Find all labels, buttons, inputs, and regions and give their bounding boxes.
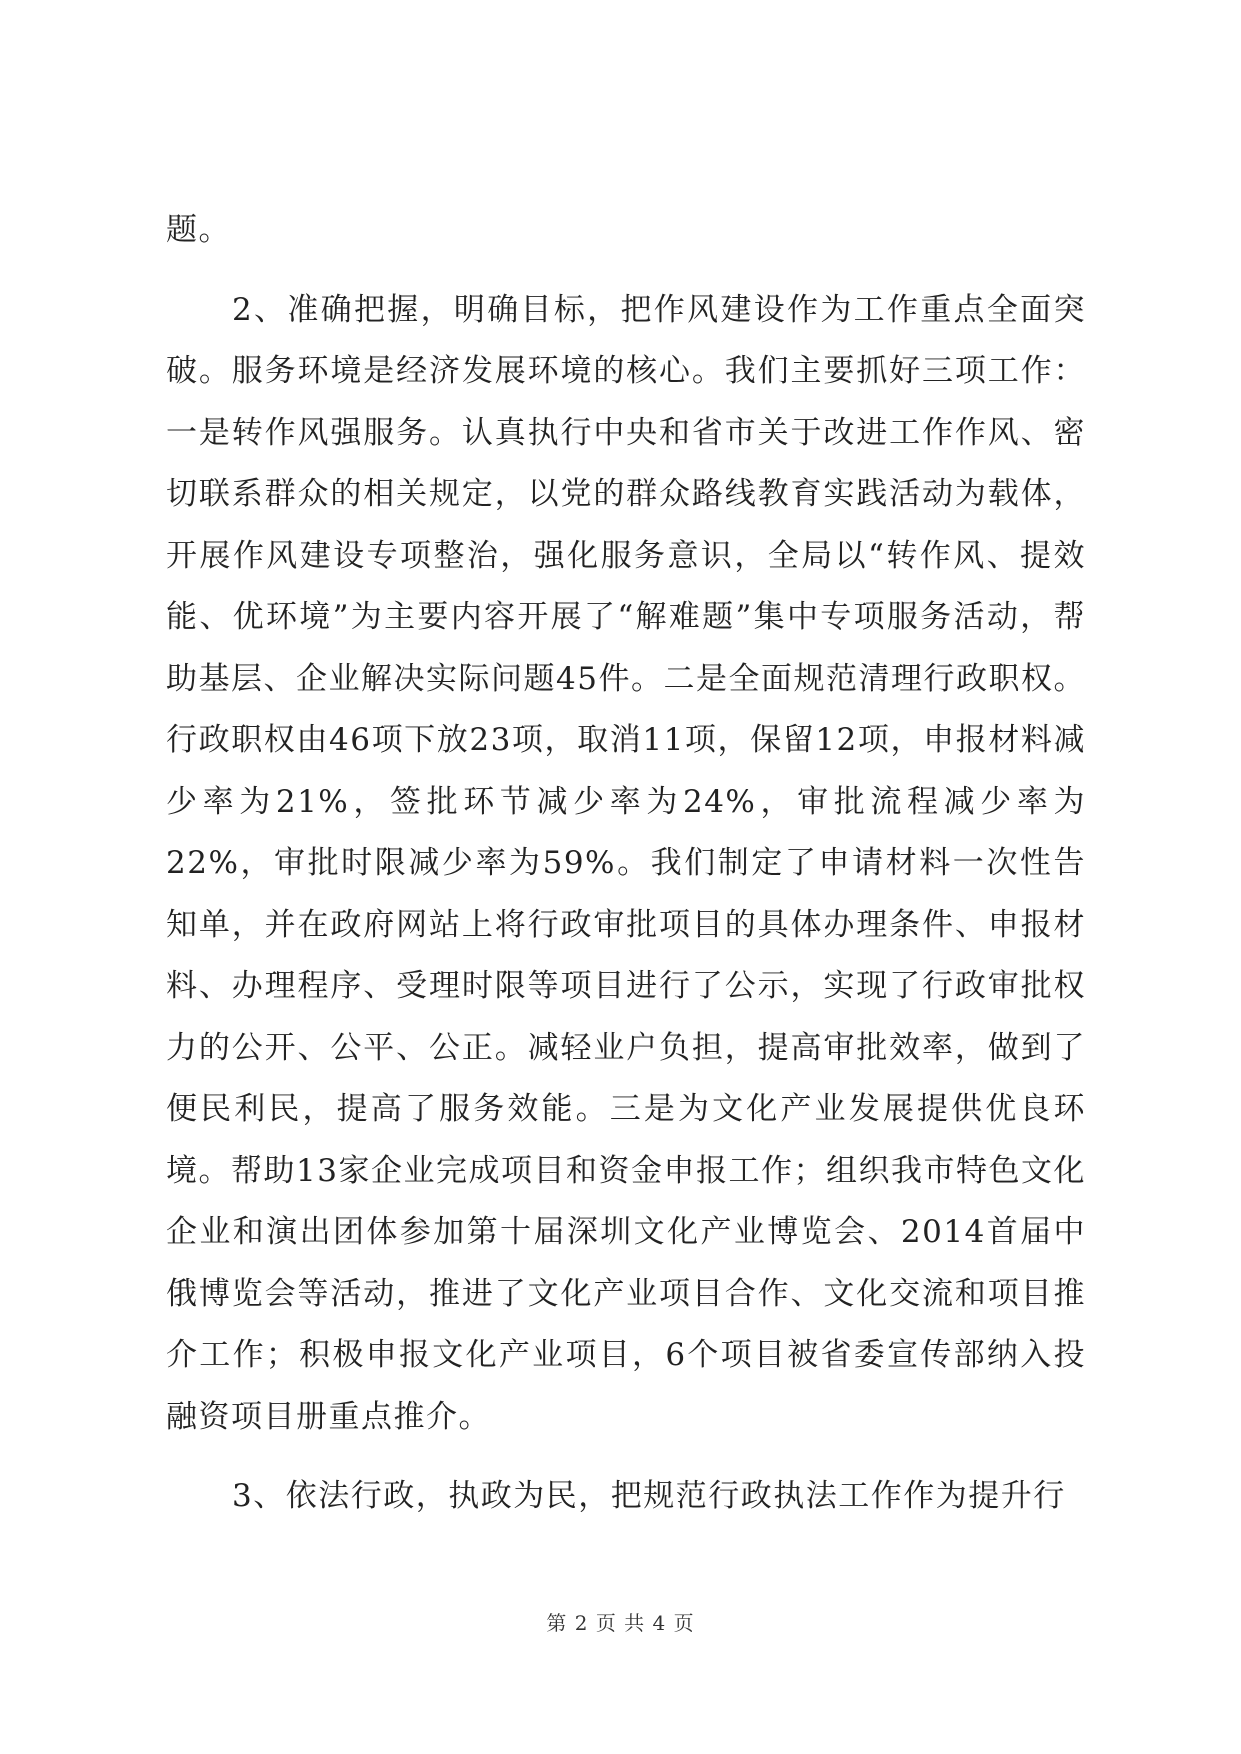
paragraph-section-3: 3、依法行政，执政为民，把规范行政执法工作作为提升行 — [232, 1478, 1066, 1514]
document-body — [166, 200, 1086, 1528]
page-number-footer: 第 2 页 共 4 页 — [546, 1611, 695, 1635]
paragraph-section-2: 2、准确把握，明确目标，把作风建设作为工作重点全面突破。服务环境是经济发展环境的核心。我们主要抓好三项工作：一是转作风强服务。认真执行中央和省市关于改进工作作风、密切联系群众的相关规定，以党的群众路线教育实践活动为载体，开展作风建设专项整治，强化服务意识，全局以“转作风、提效能、优环境”为主要内容开展了“解难题”集中专项服务活动，帮助基层、企业解决实际问题45件。二是全面规范清理行政职权。行政职权由46项下放23项，取消11项，保留12项，申报材料减少率为21%，签批环节减少率为24%，审批流程减少率为22%，审批时限减少率为59%。我们制定了申请材料一次性告知单，并在政府网站上将行政审批项目的具体办理条件、申报材料、办理程序、受理时限等项目进行了公示，实现了行政审批权力的公开、公平、公正。减轻业户负担，提高审批效率，做到了便民利民，提高了服务效能。三是为文化产业发展提供优良环境。帮助13家企业完成项目和资金申报工作；组织我市特色文化企业和演出团体参加第十届深圳文化产业博览会、2014首届中俄博览会等活动，推进了文化产业项目合作、文化交流和项目推介工作；积极申报文化产业项目，6个项目被省委宣传部纳入投融资项目册重点推介。 — [166, 291, 1086, 1435]
paragraph-continuation: 题。 — [166, 212, 231, 248]
